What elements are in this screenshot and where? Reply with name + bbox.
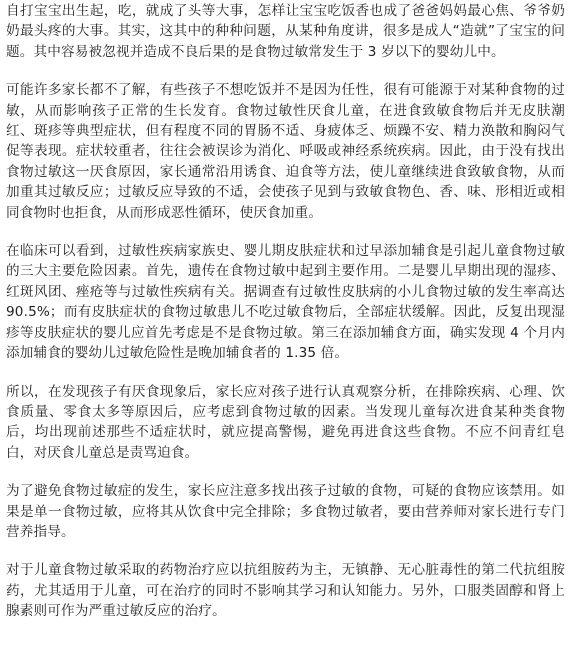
paragraph-symptoms: 可能许多家长都不了解，有些孩子不想吃饭并不是因为任性，很有可能源于对某种食物的过敏，从而影响孩子正常的生长发育。食物过敏性厌食儿童，在进食致敏食物后并无皮肤潮红、斑疹等典型症状，但有程度不同的胃肠不适、身疲体乏、烦躁不安、精力涣散和胸闷气促等表现。症状较重者，往往会被误诊为消化、呼吸或神经系统疾病。因此，由于没有找出食物过敏这一厌食原因，家长通常沿用诱食、迫食等方法，使儿童继续进食致敏食物，从而加重其过敏反应；过敏反应导致的不适，会使孩子见到与致敏食物色、香、味、形相近或相同食物时也拒食，从而形成恶性循环，使厌食加重。: [6, 82, 565, 221]
paragraph-risk-factors: 在临床可以看到，过敏性疾病家族史、婴儿期皮肤症状和过早添加辅食是引起儿童食物过敏的三大主要危险因素。首先，遗传在食物过敏中起到主要作用。二是婴儿早期出现的湿疹、红斑风团、痤疮等与过敏性疾病有关。据调查有过敏性皮肤病的小儿食物过敏的发生率高达 90.5%；而有皮肤症状的食物过敏患儿不吃过敏食物后，全部症状缓解。因此，反复出现湿疹等皮肤症状的婴儿应首先考虑是不是食物过敏。第三在添加辅食方面，确实发现 4 个月内添加辅食的婴幼儿过敏危险性是晚加辅食者的 1.35 倍。: [6, 243, 565, 362]
paragraph-treatment: 对于儿童食物过敏采取的药物治疗应以抗组胺药为主，无镇静、无心脏毒性的第二代抗组胺药，尤其适用于儿童，可在治疗的同时不影响其学习和认知能力。另外，口服类固醇和肾上腺素则可作为严重过敏反应的治疗。: [6, 562, 565, 620]
paragraph-intro: 自打宝宝出生起，吃，就成了头等大事，怎样让宝宝吃饭香也成了爸爸妈妈最心焦、爷爷奶奶最头疼的大事。其实，这其中的种种问题，从某种角度讲，很多是成人“造就”了宝宝的问题。其中容易被忽视并造成不良后果的是食物过敏常发生于 3 岁以下的婴幼儿中。: [6, 3, 565, 60]
paragraph-prevention: 为了避免食物过敏症的发生，家长应注意多找出孩子过敏的食物，可疑的食物应该禁用。如果是单一食物过敏，应将其从饮食中完全排除；多食物过敏者，要由营养师对家长进行专门营养指导。: [6, 483, 565, 540]
paragraph-parent-observation: 所以，在发现孩子有厌食现象后，家长应对孩子进行认真观察分析，在排除疾病、心理、饮食质量、零食太多等原因后，应考虑到食物过敏的因素。当发现儿童每次进食某种类食物后，均出现前述那些不适症状时，就应提高警惕，避免再进食这些食物。不应不问青红皂白，对厌食儿童总是责骂迫食。: [6, 383, 565, 461]
